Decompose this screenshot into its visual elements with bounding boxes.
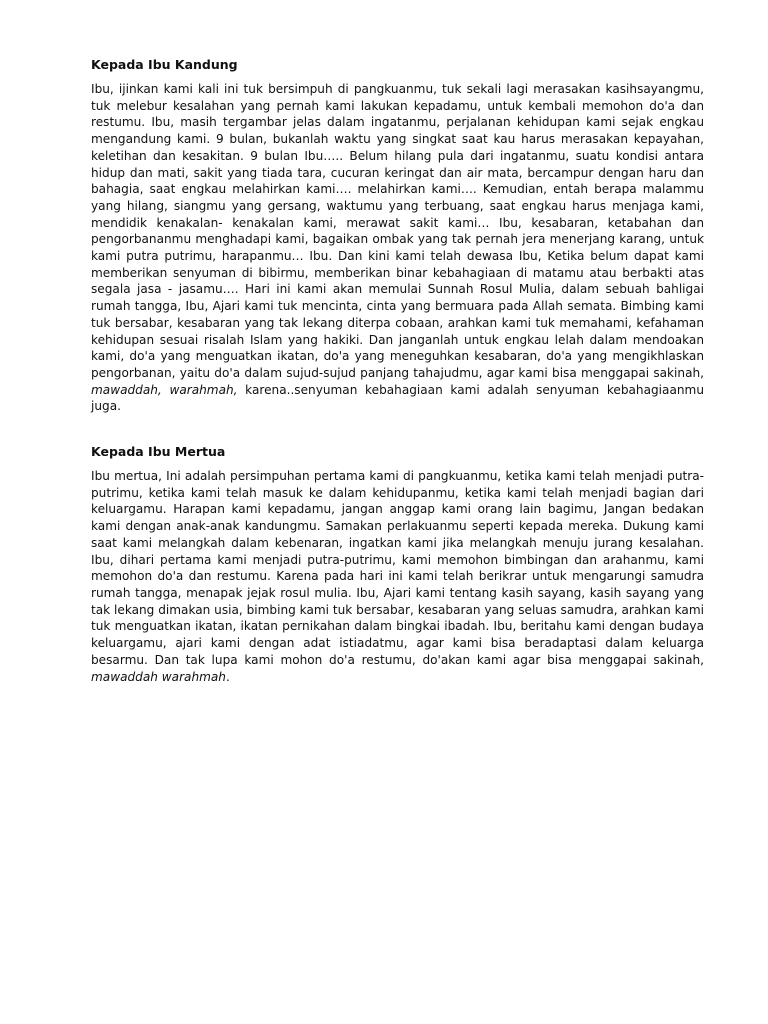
section-ibu-kandung xyxy=(91,56,704,415)
paragraph-text: Ibu, ijinkan kami kali ini tuk bersimpuh di pangkuanmu, tuk sekali lagi merasakan kasihsayangmu, tuk melebur kesalahan yang pernah kami lakukan kepadamu, untuk kembali memohon do'a dan restumu. Ibu, masih tergambar jelas dalam ingatanmu, perjalanan kehidupan kami sejak engkau mengandung kami. 9 bulan, bukanlah waktu yang singkat saat kau harus merasakan kepayahan, keletihan dan kesakitan. 9 bulan Ibu….. Belum hilang pula dari ingatanmu, suatu kondisi antara hidup dan mati, sakit yang tiada tara, cucuran keringat dan air mata, bercampur dengan haru dan bahagia, saat engkau melahirkan kami…. melahirkan kami…. Kemudian, entah berapa malammu yang hilang, siangmu yang gersang, waktumu yang terbuang, saat engkau harus menjaga kami, mendidik kenakalan- kenakalan kami, merawat sakit kami… Ibu, kesabaran, ketabahan dan pengorbananmu menghadapi kami, bagaikan ombak yang tak pernah jera menerjang karang, untuk kami putra putrimu, harapanmu… Ibu. Dan kini kami telah dewasa Ibu, Ketika belum dapat kami memberikan senyuman di bibirmu, memberikan binar kebahagiaan di matamu atau berbakti atas segala jasa - jasamu…. Hari ini kami akan memulai Sunnah Rosul Mulia, dalam sebuah bahligai rumah tangga, Ibu, Ajari kami tuk mencinta, cinta yang bermuara pada Allah semata. Bimbing kami tuk bersabar, kesabaran yang tak lekang diterpa cobaan, arahkan kami tuk memahami, kefahaman kehidupan sesuai risalah Islam yang hakiki. Dan janganlah untuk engkau lelah dalam mendoakan kami, do'a yang menguatkan ikatan, do'a yang meneguhkan kesabaran, do'a yang mengikhlaskan pengorbanan, yaitu do'a dalam sujud-sujud panjang tahajudmu, agar kami bisa menggapai sakinah, xyxy=(91,82,704,380)
paragraph-text-end: . xyxy=(225,669,230,684)
section-paragraph xyxy=(91,468,704,685)
section-ibu-mertua xyxy=(91,443,704,685)
paragraph-italic-text: mawaddah, warahmah, xyxy=(91,382,238,397)
paragraph-text-end: karena..senyuman kebahagiaan kami adalah senyuman kebahagiaanmu juga. xyxy=(91,382,704,414)
section-title: Kepada Ibu Kandung xyxy=(91,57,238,72)
paragraph-text: Ibu mertua, Ini adalah persimpuhan pertama kami di pangkuanmu, ketika kami telah menjadi putra- putrimu, ketika kami telah masuk ke dalam kehidupanmu, ketika kami telah menjadi bagian dari keluargamu. Harapan kami kepadamu, jangan anggap kami orang lain bagimu, Jangan bedakan kami dengan anak-anak kandungmu. Samakan perlakuanmu seperti kepada mereka. Dukung kami saat kami melangkah dalam kebenaran, ingatkan kami jika melangkah menuju jurang kesalahan. Ibu, dihari pertama kami menjadi putra-putrimu, kami memohon bimbingan dan arahanmu, kami memohon do'a dan restumu. Karena pada hari ini kami telah berikrar untuk mengarungi samudra rumah tangga, menapak jejak rosul mulia. Ibu, Ajari kami tentang kasih sayang, kasih sayang yang tak lekang dimakan usia, bimbing kami tuk bersabar, kesabaran yang seluas samudra, arahkan kami tuk menguatkan ikatan, ikatan pernikahan dalam bingkai ibadah. Ibu, beritahu kami dengan budaya keluargamu, ajari kami dengan adat istiadatmu, agar kami bisa beradaptasi dalam keluarga besarmu. Dan tak lupa kami mohon do'a restumu, do'akan kami agar bisa menggapai sakinah, xyxy=(91,469,704,667)
section-paragraph xyxy=(91,81,704,415)
paragraph-italic-text: mawaddah warahmah xyxy=(91,669,226,684)
section-title: Kepada Ibu Mertua xyxy=(91,444,226,460)
document-page xyxy=(91,56,704,685)
